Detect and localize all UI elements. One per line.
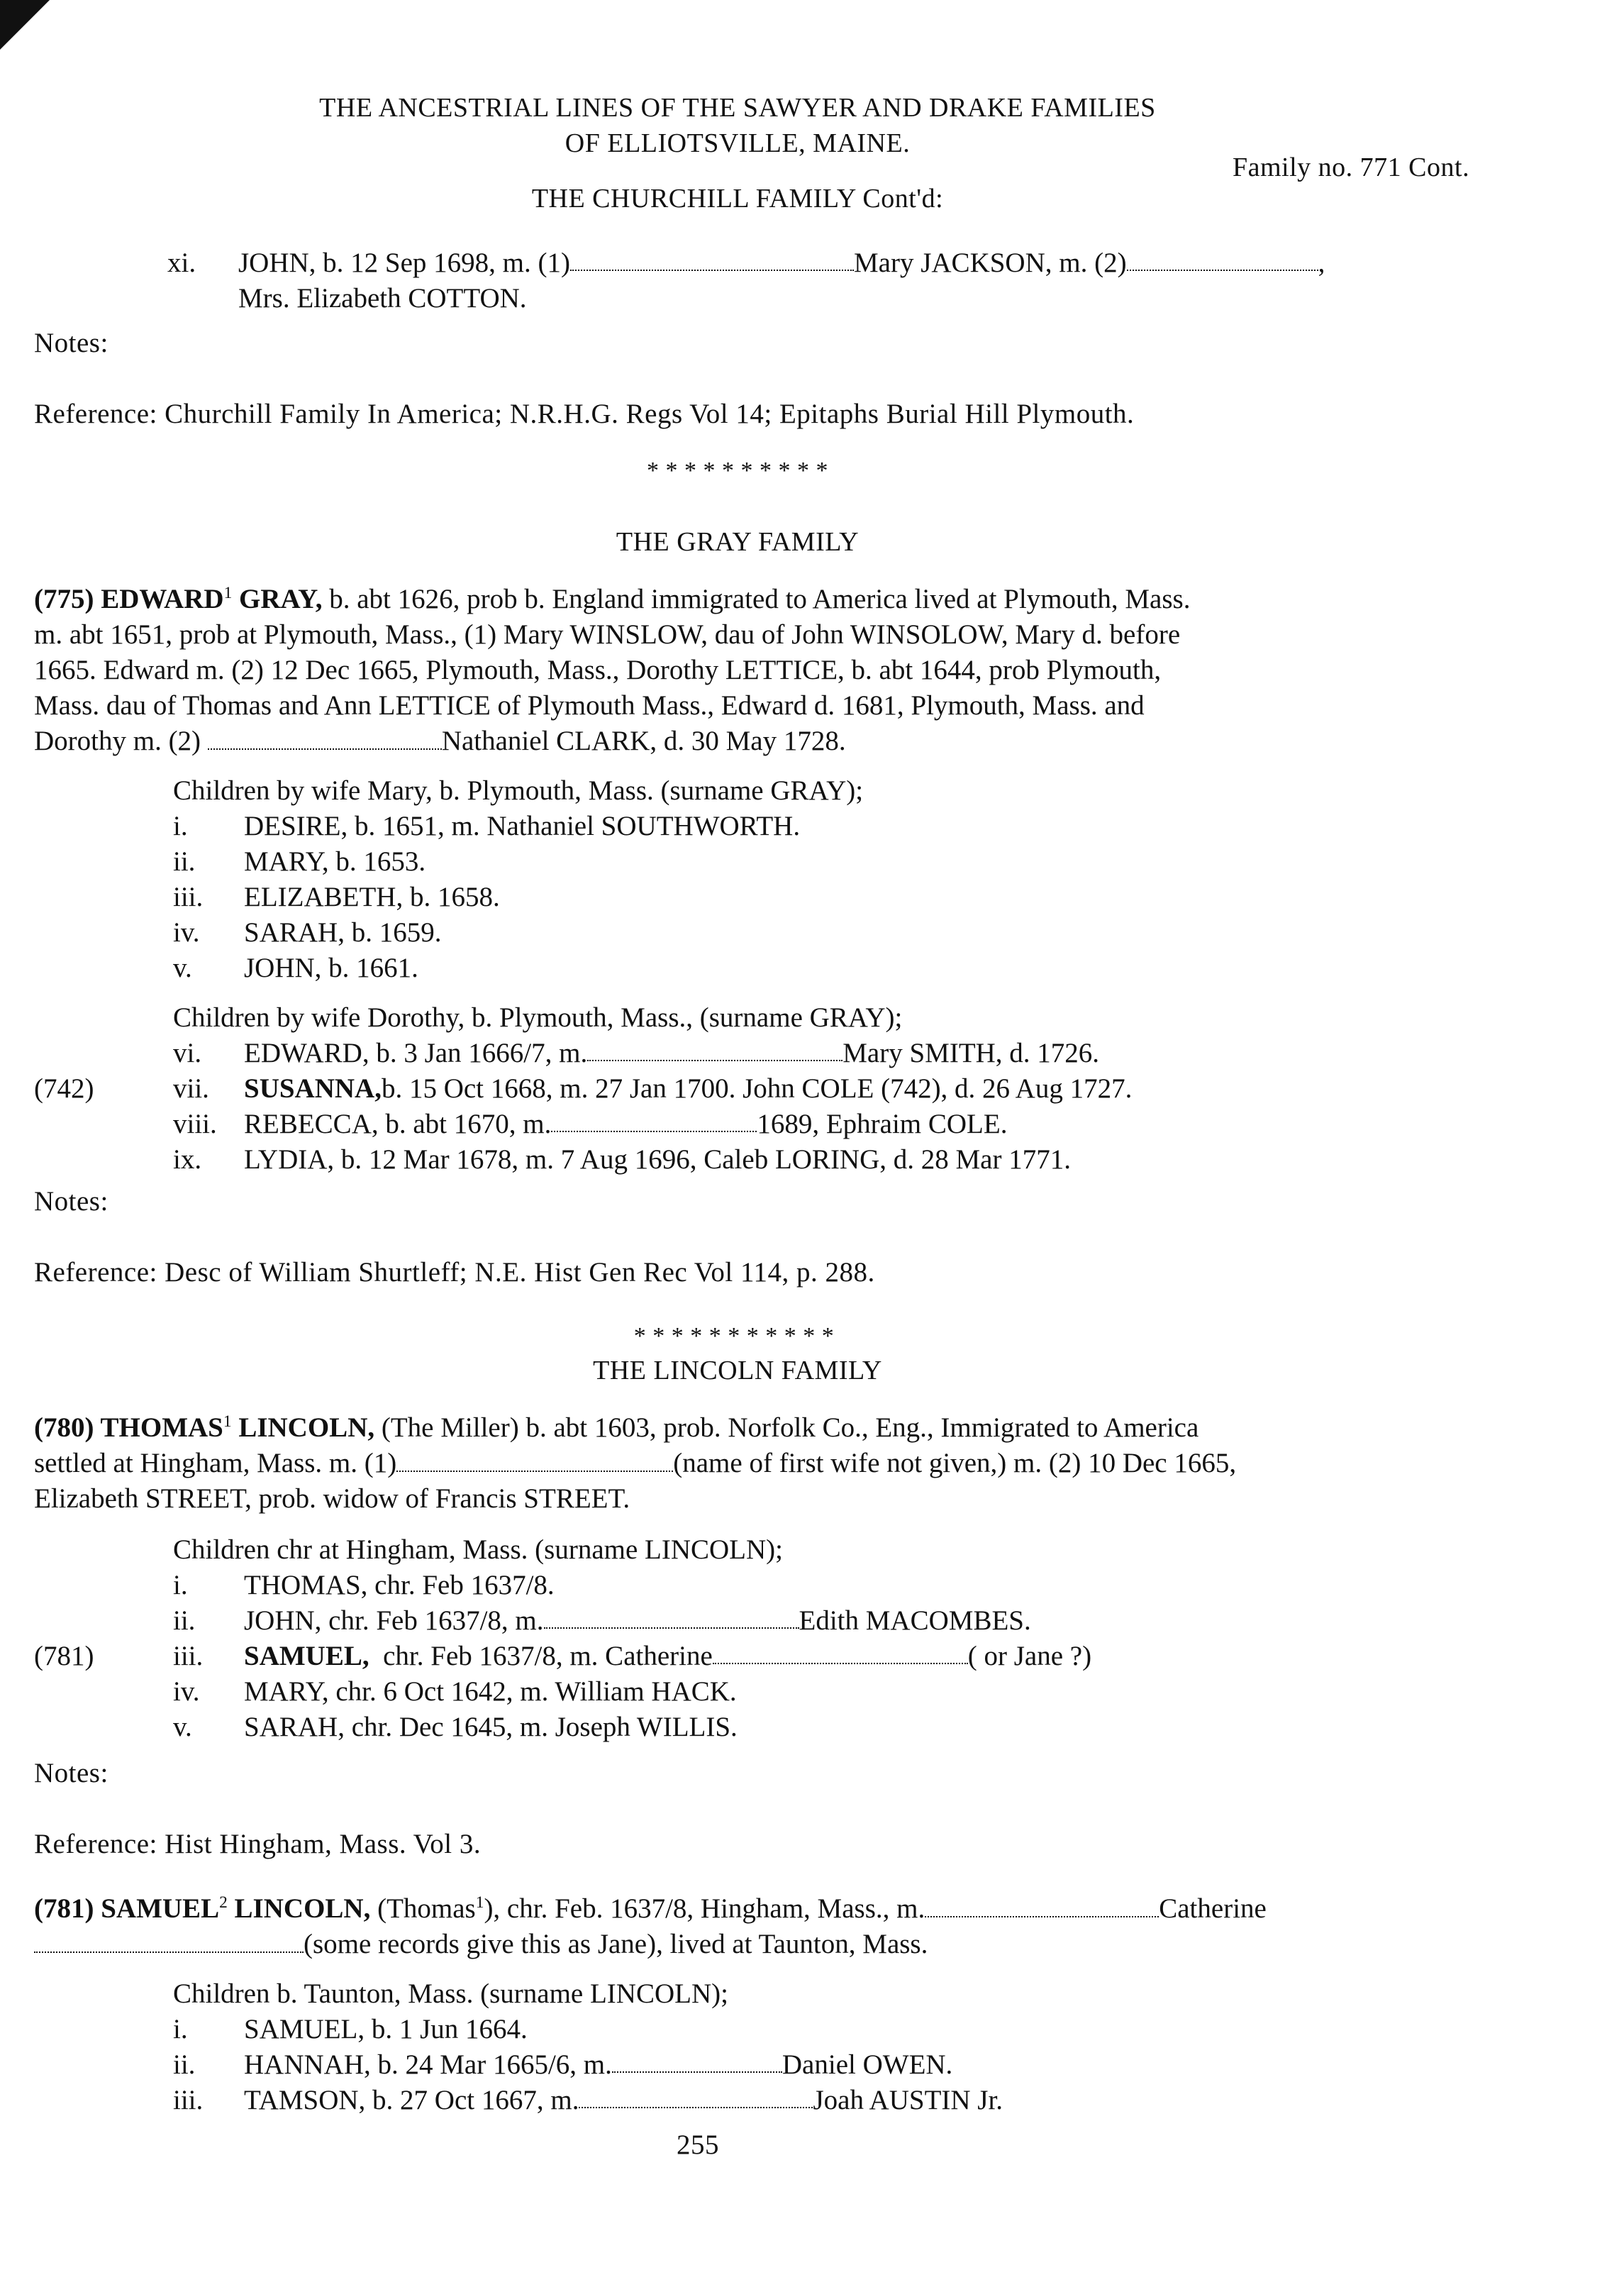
- cross-reference-742: (742): [34, 1073, 94, 1104]
- blank-line: [587, 1036, 842, 1061]
- list-item: ii. JOHN, chr. Feb 1637/8, m. Edith MACOMBES.: [173, 1603, 1091, 1639]
- section-gray-title: THE GRAY FAMILY: [616, 527, 860, 557]
- reference-line: Reference: Churchill Family In America; N.R.H.G. Regs Vol 14; Epitaphs Burial Hill Plymouth.: [34, 399, 1135, 429]
- blank-line: [713, 1639, 968, 1664]
- list-item: i. SAMUEL, b. 1 Jun 1664.: [173, 2014, 528, 2044]
- cross-reference-781: (781): [34, 1641, 94, 1671]
- blank-line: [34, 1927, 304, 1953]
- samuel-children: [173, 1976, 1003, 2118]
- list-item: iv. SARAH, b. 1659.: [173, 917, 442, 948]
- children-intro: Children b. Taunton, Mass. (surname LINCOLN);: [173, 1978, 728, 2009]
- section-separator: * * * * * * * * * * *: [633, 1323, 835, 1349]
- churchill-children: [167, 245, 1325, 316]
- family-number: Family no. 771 Cont.: [1233, 153, 1470, 182]
- list-item: v. SARAH, chr. Dec 1645, m. Joseph WILLIS.: [173, 1712, 738, 1742]
- blank-line: [579, 2083, 813, 2108]
- gray-children-mary: [173, 773, 863, 986]
- lincoln-children: [173, 1532, 1091, 1745]
- gray-paragraph: (775) EDWARD$^1$ GRAY, b. abt 1626, prob b. England immigrated to America lived at Plymouth, Mass. m. abt 1651, prob at Plymouth, Mass., (1) Mary WINSLOW, dau of John WINSOLOW, Mary d. before 1665. Edward m. (2) 12 Dec 1665, Plymouth, Mass., Dorothy LETTICE, b. abt 1644, prob Plymouth, Mass. dau of Thomas and Ann LETTICE of Plymouth Mass., Edward d. 1681, Plymouth, Mass. and Dorothy m. (2) Nathaniel CLARK, d. 30 May 1728.: [34, 583, 1191, 756]
- blank-line: [544, 1603, 799, 1629]
- notes-label: Notes:: [34, 1758, 109, 1788]
- children-intro: Children by wife Dorothy, b. Plymouth, Mass., (surname GRAY);: [173, 1002, 903, 1033]
- blank-line: [551, 1107, 757, 1132]
- section-separator: * * * * * * * * * *: [647, 458, 828, 484]
- list-item: iii. ELIZABETH, b. 1658.: [173, 882, 500, 912]
- list-item: vii. SUSANNA, b. 15 Oct 1668, m. 27 Jan 1700. John COLE (742), d. 26 Aug 1727.: [173, 1073, 1133, 1104]
- reference-line: Reference: Hist Hingham, Mass. Vol 3.: [34, 1829, 482, 1859]
- notes-label: Notes:: [34, 1186, 109, 1217]
- page-number: 255: [677, 2130, 719, 2160]
- blank-line: [570, 245, 854, 271]
- section-lincoln-title: THE LINCOLN FAMILY: [593, 1356, 882, 1385]
- lincoln-paragraph: (780) THOMAS$^1$ LINCOLN, (The Miller) b. abt 1603, prob. Norfolk Co., Eng., Immigrated to America settled at Hingham, Mass. m. (1) (name of first wife not given,) m. (2) 10 Dec 1665, Elizabeth STREET, prob. widow of Francis STREET.: [34, 1412, 1237, 1514]
- title-line-1: THE ANCESTRIAL LINES OF THE SAWYER AND DRAKE FAMILIES: [319, 93, 1156, 123]
- list-item: ix. LYDIA, b. 12 Mar 1678, m. 7 Aug 1696, Caleb LORING, d. 28 Mar 1771.: [173, 1144, 1071, 1175]
- list-item: i. THOMAS, chr. Feb 1637/8.: [173, 1570, 555, 1600]
- notes-label: Notes:: [34, 328, 109, 358]
- reference-line: Reference: Desc of William Shurtleff; N.E. Hist Gen Rec Vol 114, p. 288.: [34, 1257, 875, 1288]
- list-item: ii. HANNAH, b. 24 Mar 1665/6, m. Daniel OWEN.: [173, 2047, 1003, 2083]
- list-item: i. DESIRE, b. 1651, m. Nathaniel SOUTHWORTH.: [173, 811, 801, 841]
- list-item: iii. TAMSON, b. 27 Oct 1667, m. Joah AUSTIN Jr.: [173, 2083, 1003, 2118]
- gray-children-dorothy: [173, 1000, 1132, 1178]
- blank-line: [396, 1446, 673, 1472]
- children-intro: Children by wife Mary, b. Plymouth, Mass. (surname GRAY);: [173, 775, 864, 806]
- list-item: v. JOHN, b. 1661.: [173, 953, 418, 983]
- list-item: viii. REBECCA, b. abt 1670, m. 1689, Ephraim COLE.: [173, 1107, 1132, 1142]
- blank-line: [208, 724, 442, 750]
- list-item: vi. EDWARD, b. 3 Jan 1666/7, m. Mary SMITH, d. 1726.: [173, 1036, 1132, 1071]
- children-intro: Children chr at Hingham, Mass. (surname LINCOLN);: [173, 1534, 783, 1565]
- scan-corner-shadow: [0, 0, 50, 50]
- section-churchill-title: THE CHURCHILL FAMILY Cont'd:: [531, 184, 944, 214]
- title-line-2: OF ELLIOTSVILLE, MAINE.: [564, 128, 911, 158]
- list-item: iii. SAMUEL, chr. Feb 1637/8, m. Catherine ( or Jane ?): [173, 1639, 1091, 1674]
- blank-line: [1127, 245, 1318, 271]
- blank-line: [612, 2047, 782, 2073]
- list-item: Mrs. Elizabeth COTTON.: [238, 283, 527, 314]
- blank-line: [925, 1892, 1159, 1917]
- list-item: xi. JOHN, b. 12 Sep 1698, m. (1) Mary JACKSON, m. (2) ,: [167, 245, 1325, 281]
- samuel-paragraph: (781) SAMUEL$^2$ LINCOLN, (Thomas$^1$), chr. Feb. 1637/8, Hingham, Mass., m. Catherine (some records give this as Jane), lived at Taunton, Mass.: [34, 1893, 1267, 1959]
- list-item: ii. MARY, b. 1653.: [173, 846, 426, 877]
- list-item: iv. MARY, chr. 6 Oct 1642, m. William HACK.: [173, 1676, 737, 1707]
